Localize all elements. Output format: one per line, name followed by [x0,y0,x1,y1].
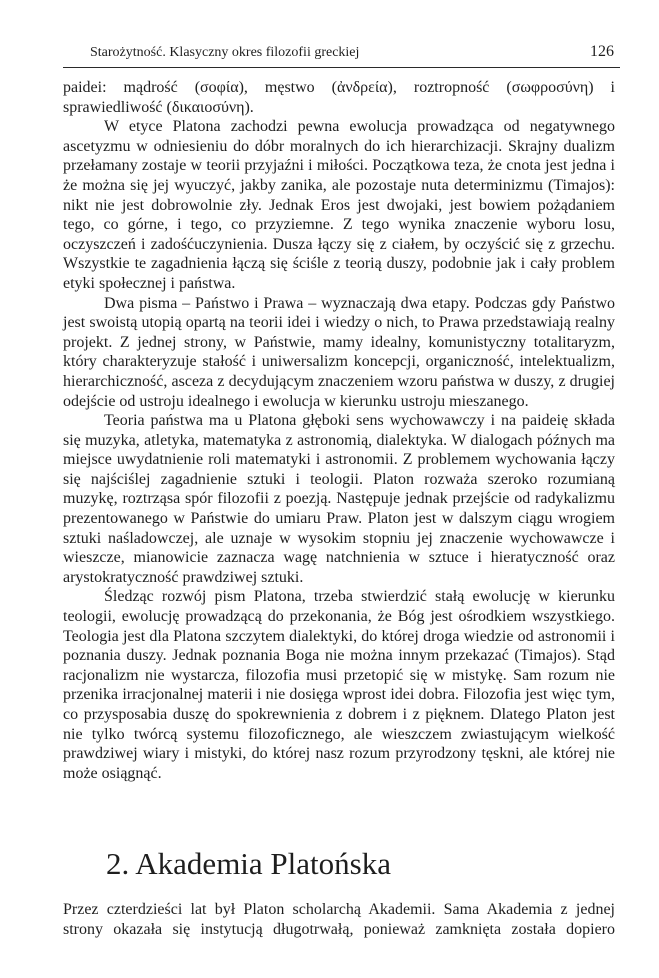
paragraph-3: Dwa pisma – Państwo i Prawa – wyznaczają dwa etapy. Podczas gdy Państwo jest swoistą utopią opartą na teorii idei i wiedzy o nich, to Prawa przedstawiają realny projekt. Z jednej strony, w Państwie, mamy idealny, komunistyczny totalitaryzm, który charakteryzuje stałość i uniwersalizm koncepcji, organiczność, intelektualizm, hierarchiczność, asceza z decydującym znaczeniem wzoru państwa w duszy, z drugiej odejście od ustroju idealnego i ewolucja w kierunku ustroju mieszanego. [63,294,615,410]
running-title: Starożytność. Klasyczny okres filozofii greckiej [90,45,360,60]
paragraph-5: Śledząc rozwój pism Platona, trzeba stwierdzić stałą ewolucję w kierunku teologii, ewolucję prowadzącą do przekonania, że Bóg jest ośrodkiem wszystkiego. Teologia jest dla Platona szczytem dialektyki, do której droga wiedzie od astronomii i poznania duszy. Jednak poznania Boga nie można innym przekazać (Timajos). Stąd racjonalizm nie wystarcza, filozofia musi przetopić się w mistykę. Sam rozum nie przenika irracjonalnej materii i nie dosięga wprost idei dobra. Filozofia jest więc tym, co przysposabia duszę do spokrewnienia z dobrem i z pięknem. Dlatego Platon jest nie tylko twórcą systemu filozoficznego, ale wieszczem zwiastującym wielkość prawdziwej wiary i mistyki, do której nasz rozum przyrodzony tęskni, ale której nie może osiągnąć. [63,588,615,782]
main-text [63,78,615,783]
page-number: 126 [590,43,614,60]
header-rule [63,67,620,68]
paragraph-1: paidei: mądrość (σοφία), męstwo (ἀνδρεία), roztropność (σωφροσύνη) i sprawiedliwość (δικαιοσύνη). [63,79,615,116]
section-paragraph: Przez czterdzieści lat był Platon scholarchą Akademii. Sama Akademia z jednej strony okazała się instytucją długotrwałą, ponieważ zamknięta została dopiero [63,901,615,938]
section-text [63,900,615,939]
paragraph-4: Teoria państwa ma u Platona głęboki sens wychowawczy i na paideię składa się muzyka, atletyka, matematyka z astronomią, dialektyka. W dialogach późnych ma miejsce uwydatnienie roli matematyki i astronomii. Z problemem wychowania łączy się najściślej zagadnienie sztuki i teologii. Platon rozważa szeroko rozumianą muzykę, roztrząsa spór filozofii z poezją. Następuje jednak przejście od radykalizmu prezentowanego w Państwie do umiaru Praw. Platon jest w dalszym ciągu wrogiem sztuki naśladowczej, ale uznaje w wysokim stopniu jej znaczenie wychowawcze i wieszcze, mianowicie zaznacza wagę natchnienia w sztuce i hieratyczność oraz arystokratyczność prawdziwej sztuki. [63,412,615,586]
paragraph-2: W etyce Platona zachodzi pewna ewolucja prowadząca od negatywnego ascetyzmu w odniesieniu do dóbr moralnych do ich hierarchizacji. Skrajny dualizm przełamany zostaje w teorii przyjaźni i miłości. Początkowa teza, że cnota jest jedna i że można się jej wyuczyć, jakby zanika, ale pozostaje nuta determinizmu (Timajos): nikt nie jest dobrowolnie zły. Jednak Eros jest dwojaki, jest bowiem pożądaniem tego, co górne, i tego, co przyziemne. Z tego wynika znaczenie wyboru losu, oczyszczeń i zadośćuczynienia. Dusza łączy się z ciałem, by oczyścić się z grzechu. Wszystkie te zagadnienia łączą się ściśle z teorią duszy, podobnie jak i cały problem etyki społecznej i państwa. [63,118,615,292]
section-heading: 2. Akademia Platońska [106,846,391,881]
